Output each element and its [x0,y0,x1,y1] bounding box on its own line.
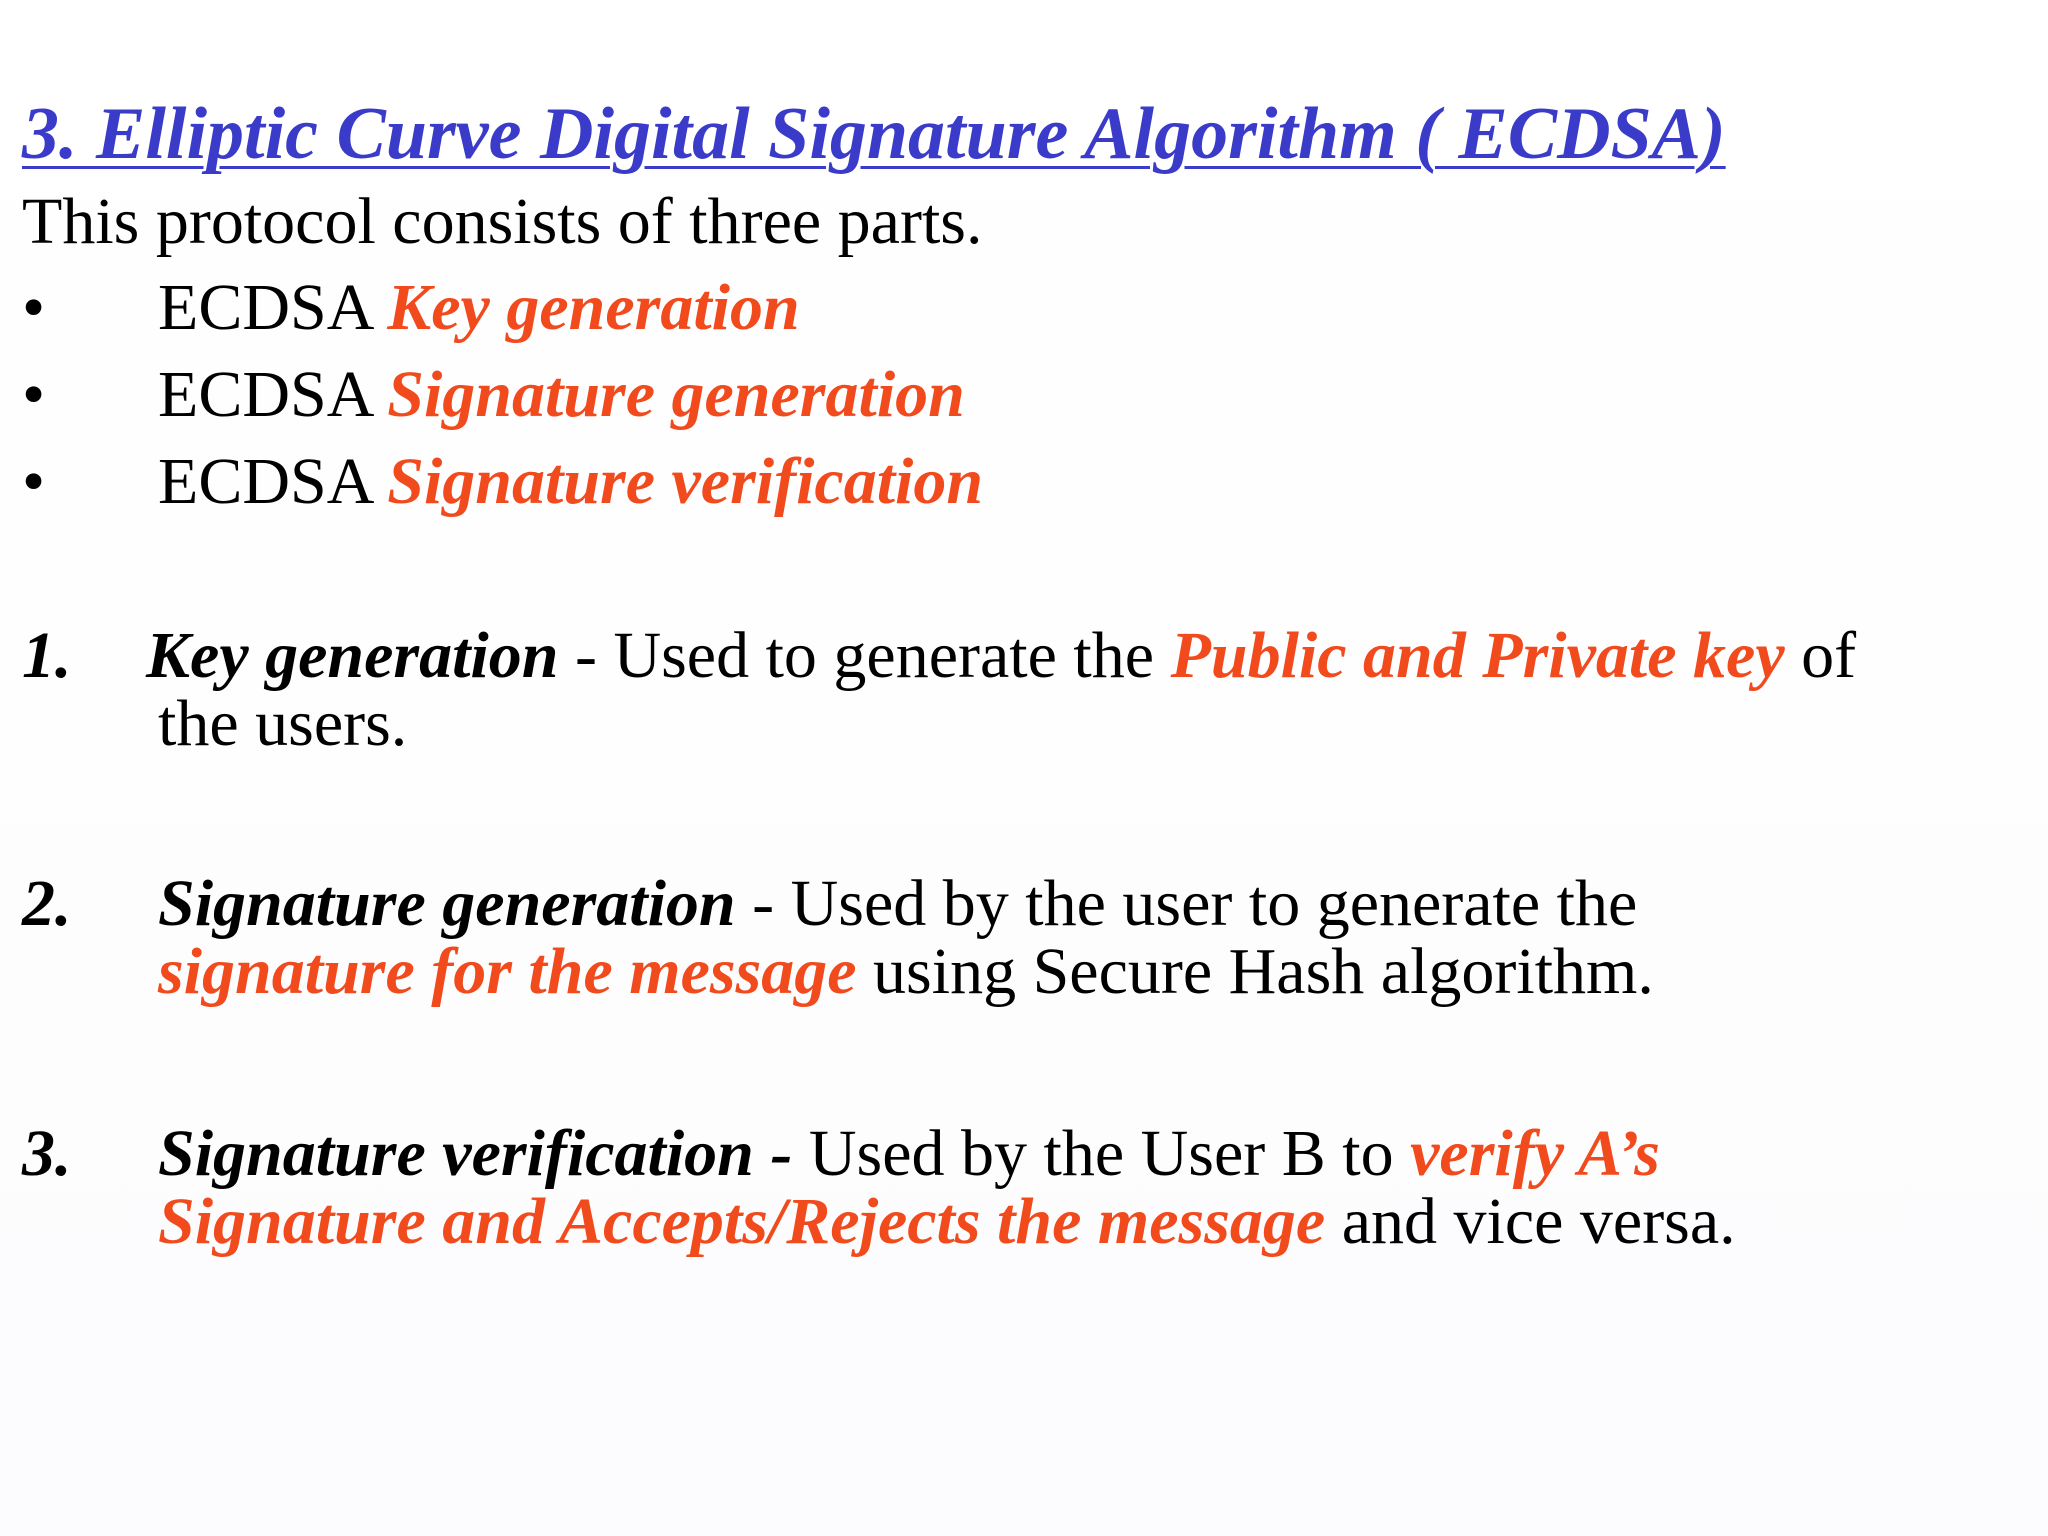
item-line-2: the users. [158,687,408,760]
bullet-text [158,270,800,346]
bullet-prefix: ECDSA [158,271,371,344]
item-highlight: verify A’s [1410,1117,1660,1190]
item-text: Used by the User B to [808,1117,1411,1190]
item-term: Signature verification [158,1117,754,1190]
item-text-end: and vice versa. [1325,1185,1736,1258]
item-separator: - [753,1117,809,1190]
item-highlight: signature for the message [158,935,857,1008]
bullet-text [158,357,965,433]
item-separator: - [558,619,614,692]
item-term: Signature generation [158,867,736,940]
slide-title: 3. Elliptic Curve Digital Signature Algorithm ( ECDSA) [22,93,1726,175]
item-number: 1. [22,619,72,692]
bullet-dot: • [22,358,46,431]
bullet-prefix: ECDSA [158,445,371,518]
item-text-end: of [1784,619,1857,692]
item-text: Used to generate the [613,619,1171,692]
bullet-dot: • [22,271,46,344]
item-line-1 [158,867,1638,940]
item-term: Key generation [146,619,559,692]
item-highlight-2: Signature and Accepts/Rejects the message [158,1185,1326,1258]
intro-text: This protocol consists of three parts. [22,185,983,258]
item-line-1 [146,619,1857,692]
item-text-end: using Secure Hash algorithm. [856,935,1654,1008]
bullet-dot: • [22,445,46,518]
bullet-highlight: Key generation [387,271,800,344]
item-number: 2. [22,867,72,940]
item-line-2 [158,1185,1736,1258]
bullet-highlight: Signature verification [387,445,984,518]
item-line-2 [158,935,1654,1008]
item-text: Used by the user to generate the [790,867,1638,940]
item-line-1 [158,1117,1660,1190]
bullet-highlight: Signature generation [387,358,965,431]
item-number: 3. [22,1117,72,1190]
item-separator: - [735,867,791,940]
bullet-prefix: ECDSA [158,358,371,431]
item-highlight: Public and Private key [1170,619,1785,692]
bullet-text [158,444,983,520]
